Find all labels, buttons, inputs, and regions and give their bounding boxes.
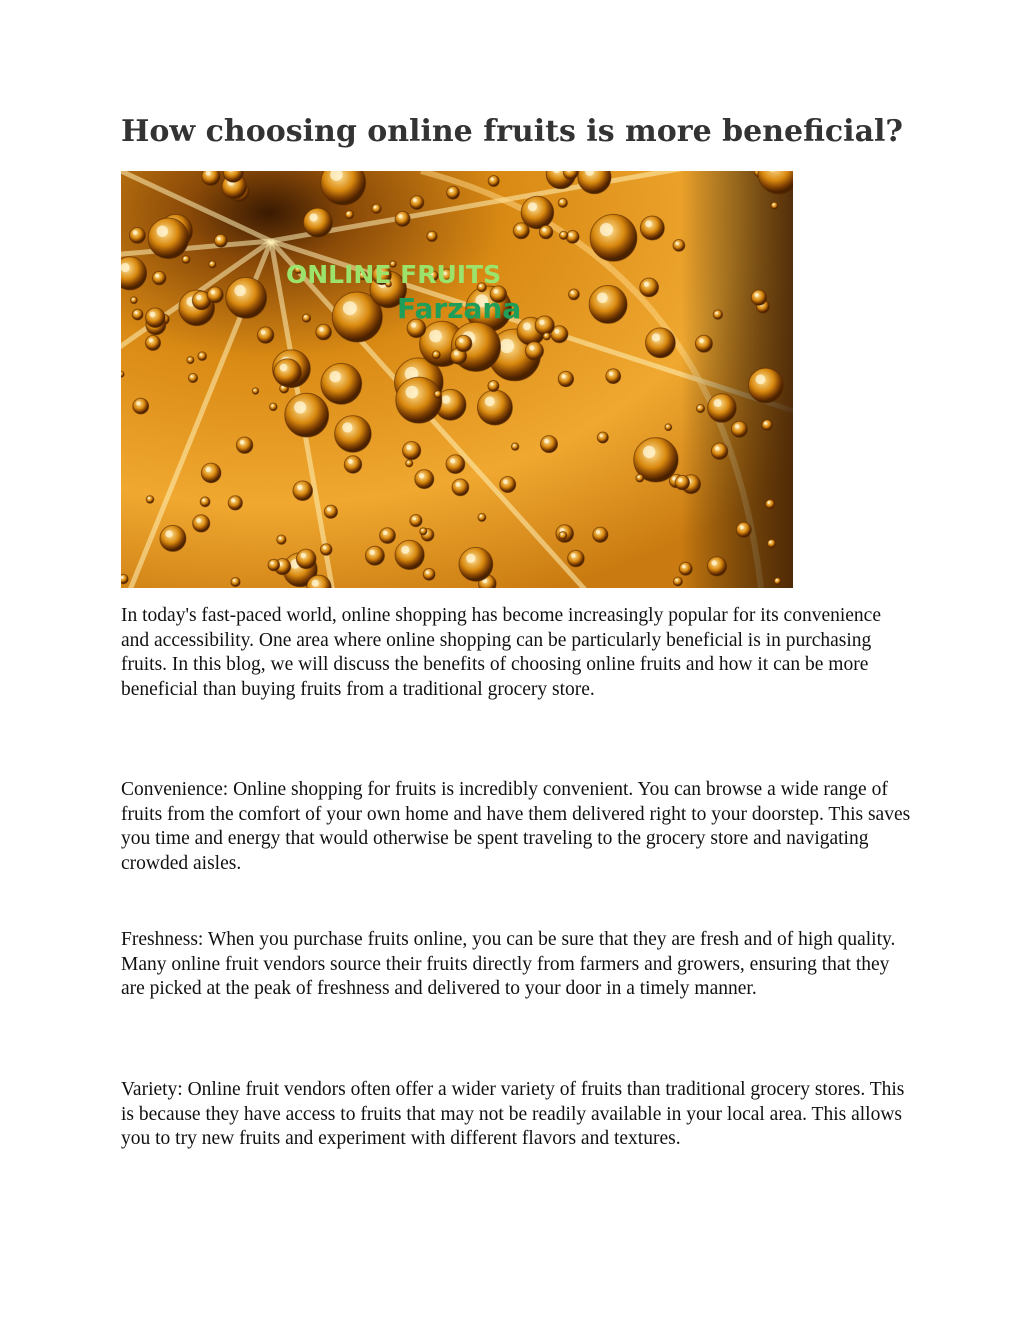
hero-image-orange-slice bbox=[121, 171, 793, 588]
paragraph-intro: In today's fast-paced world, online shopping has become increasingly popular for its convenience and accessibility. One area where online shopping can be particularly beneficial is in purchasing fruits. In this blog, we will discuss the benefits of choosing online fruits and how it can be more beneficial than buying fruits from a traditional grocery store. bbox=[121, 605, 881, 700]
logo-text-online-fruits: ONLINE FRUITS bbox=[286, 260, 502, 289]
logo-text-farzana: Farzana bbox=[397, 292, 522, 325]
page-title: How choosing online fruits is more beneficial? bbox=[121, 114, 903, 149]
paragraph-convenience: Convenience: Online shopping for fruits is incredibly convenient. You can browse a wide range of fruits from the comfort of your own home and have them delivered right to your doorstep. This saves you time and energy that would otherwise be spent traveling to the grocery store and navigating crowded aisles. bbox=[121, 779, 911, 874]
paragraph-freshness: Freshness: When you purchase fruits online, you can be sure that they are fresh and of high quality. Many online fruit vendors source their fruits directly from farmers and growers, ensuring that they are picked at the peak of freshness and delivered to your door in a timely manner. bbox=[121, 929, 896, 1000]
paragraph-variety: Variety: Online fruit vendors often offer a wider variety of fruits than traditional grocery stores. This is because they have access to fruits that may not be readily available in your local area. This allows you to try new fruits and experiment with different flavors and textures. bbox=[121, 1079, 905, 1150]
